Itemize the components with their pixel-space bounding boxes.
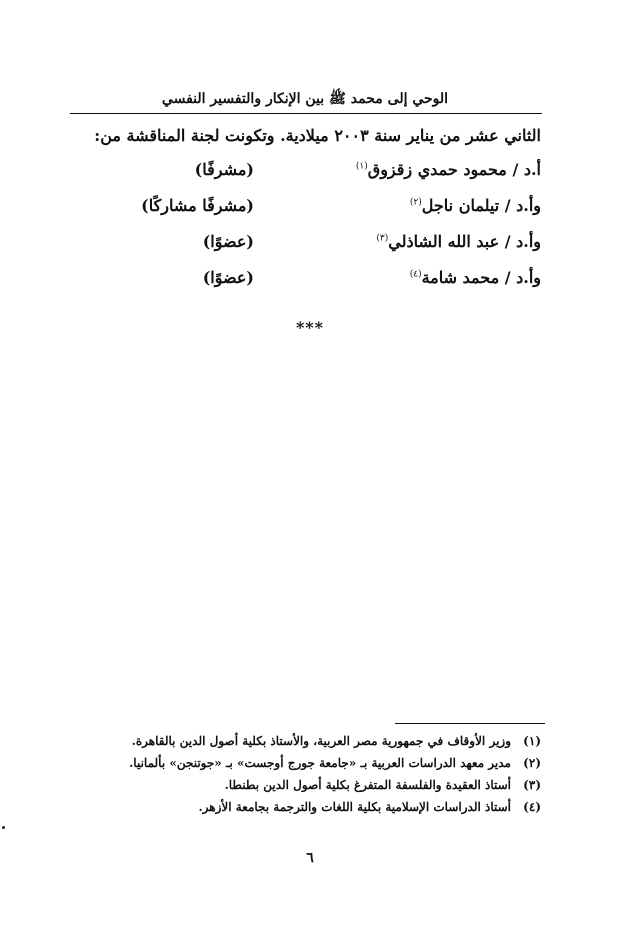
footnote-ref: (٣) (376, 233, 389, 244)
committee-member (150, 160, 541, 196)
member-name-cell (410, 268, 541, 287)
member-role: (مشرفًا) (194, 160, 254, 179)
member-name: وأ.د / تيلمان ناجل (421, 196, 541, 215)
member-role: (عضوًا) (202, 232, 254, 251)
footnote-divider (395, 723, 545, 724)
footnote-ref: (١) (355, 161, 368, 172)
page-number: ٦ (306, 850, 314, 866)
intro-paragraph: الثاني عشر من يناير سنة ٢٠٠٣ ميلادية. وتكونت لجنة المناقشة من: (94, 126, 541, 145)
footnote-text: أستاذ العقيدة والفلسفة المتفرغ بكلية أصول الدين بطنطا. (224, 778, 511, 792)
member-role: (مشرفًا مشاركًا) (141, 196, 254, 215)
scan-speck (2, 826, 5, 829)
footnote (121, 734, 541, 756)
committee-member (141, 196, 541, 232)
footnote (121, 756, 541, 778)
member-name-cell (410, 196, 541, 215)
member-name: وأ.د / محمد شامة (421, 268, 541, 287)
committee-member (150, 268, 541, 304)
member-name: أ.د / محمود حمدي زقزوق (367, 160, 541, 179)
committee-member (150, 232, 541, 268)
footnotes-list (121, 734, 541, 822)
footnote-number: (٢) (523, 756, 541, 770)
footnote (121, 800, 541, 822)
footnote-text: مدير معهد الدراسات العربية بـ «جامعة جورج أوجست» بـ «جوتنجن» بألمانيا. (129, 756, 511, 770)
footnote-text: أستاذ الدراسات الإسلامية بكلية اللغات والترجمة بجامعة الأزهر. (198, 800, 511, 814)
footnote-ref: (٢) (409, 197, 422, 208)
section-separator: *** (295, 318, 325, 337)
member-name: وأ.د / عبد الله الشاذلي (388, 232, 541, 251)
footnote-text: وزير الأوقاف في جمهورية مصر العربية، والأستاذ بكلية أصول الدين بالقاهرة. (131, 734, 511, 748)
footnote-number: (١) (523, 734, 541, 748)
footnote-ref: (٤) (409, 269, 422, 280)
committee-list (141, 160, 541, 304)
header-divider (70, 113, 542, 114)
footnote-number: (٣) (523, 778, 541, 792)
member-name-cell (376, 232, 541, 251)
member-name-cell (356, 160, 541, 179)
member-role: (عضوًا) (202, 268, 254, 287)
footnote-number: (٤) (523, 800, 541, 814)
running-header: الوحي إلى محمد ﷺ بين الإنكار والتفسير النفسي (161, 91, 449, 107)
footnote (121, 778, 541, 800)
